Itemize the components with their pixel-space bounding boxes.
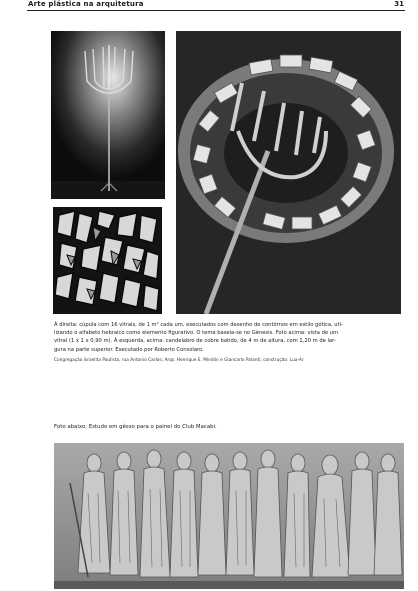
caption-line: lizando o alfabeto hebraico como elemento figurativo. O tema baseia-se no Gênesis. Foto acima: vista de um [54, 330, 339, 337]
caption-line: À direita: cúpula com 16 vitrais, de 1 m² cada um, executados com desenho de contôrnos em estilo gótica, uti- [54, 322, 343, 328]
relief-panel-photo [54, 443, 404, 589]
page-number: 31 [394, 0, 404, 8]
header-rule [27, 10, 405, 11]
candelabra-photo [51, 31, 165, 199]
caption-line: gura na parte superior. Executado por Roberto Consolaro. [54, 346, 204, 353]
lower-caption: Foto abaixo: Estudo em gêsso para o painel do Club Macabi. [54, 424, 217, 430]
stained-glass-photo [53, 207, 162, 314]
header-title: Arte plástica na arquitetura [28, 0, 144, 8]
photo-caption [54, 321, 404, 354]
caption-line: vitral (1 x 1 x 0,90 m). À esquerda, acima: candelabro de cobre batido, de 4 m de altura, com 1,20 m de lar- [54, 338, 336, 345]
project-credit: Congregação Israelita Paulista, rua Antonio Carlos; Arqs. Henrique E. Mindlin e Giancarlo Palanti; construção: Lua-Ar [54, 358, 304, 363]
dome-photo [176, 31, 401, 314]
